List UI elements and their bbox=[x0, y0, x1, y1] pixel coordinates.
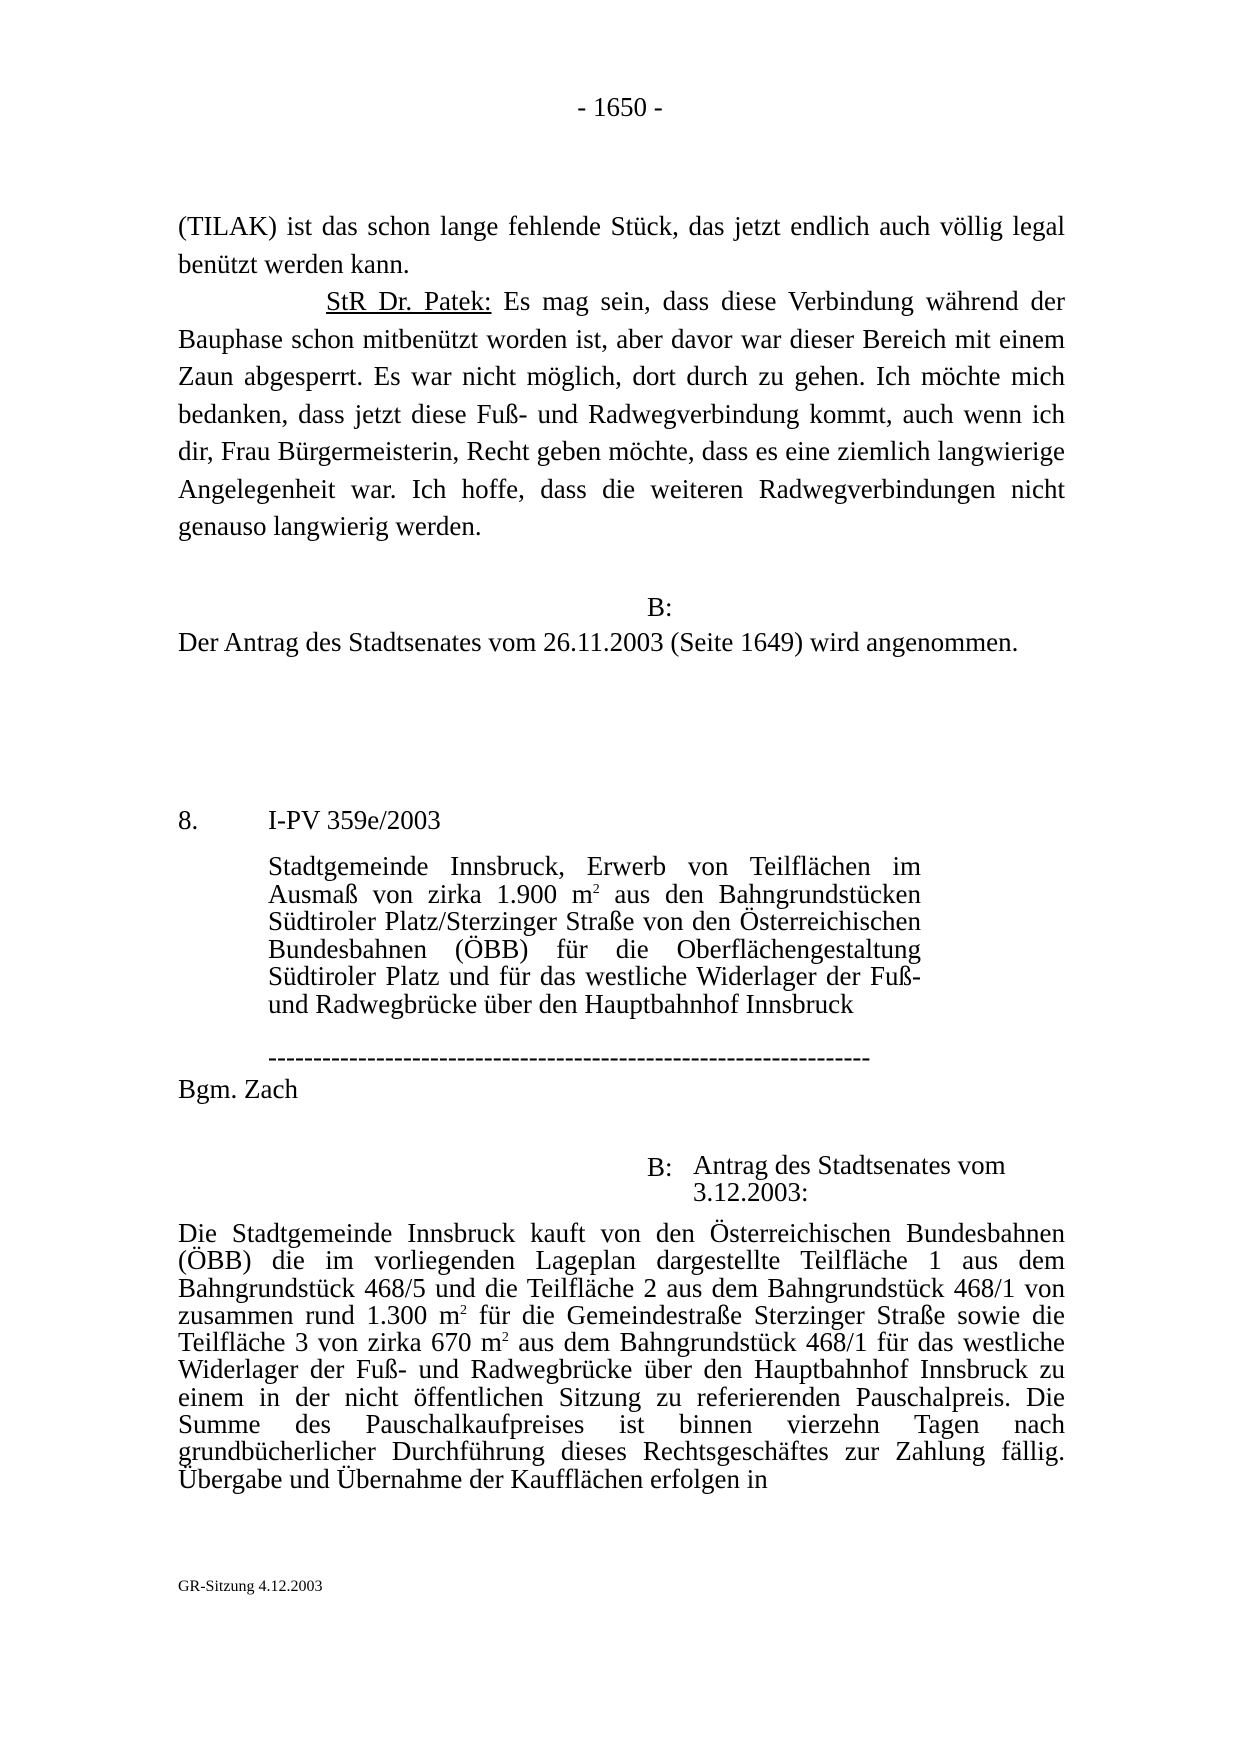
paragraph-tilak: (TILAK) ist das schon lange fehlende Stück, das jetzt endlich auch völlig legal benützt werden kann. bbox=[178, 211, 1065, 279]
motion-body bbox=[178, 1220, 1065, 1493]
separator-dashes: ------------------------------------------------------------------- bbox=[268, 1044, 871, 1071]
agenda-item-description bbox=[268, 853, 921, 1018]
resolution-text: Der Antrag des Stadtsenates vom 26.11.2003 (Seite 1649) wird angenommen. bbox=[178, 627, 1019, 657]
motion-body-part3: aus dem Bahngrundstück 468/1 für das westliche Widerlager der Fuß- und Radwegbrücke über den Hauptbahnhof Innsbruck zu einem in der nicht öffentlichen Sitzung zu referierenden Pauschalpreis. Die Summe des Pauschalkaufpreises ist binnen vierzehn Tagen nach grundbücherlicher Durchführung dieses Rechtsgeschäftes zur Zahlung fällig. Übergabe und Übernahme der Kaufflächen erfolgen in bbox=[178, 1327, 1065, 1494]
speaker-statement: Es mag sein, dass diese Verbindung während der Bauphase schon mitbenützt worden ist, aber davor war dieser Bereich mit einem Zaun abgesperrt. Es war nicht möglich, dort durch zu gehen. Ich möchte mich bedanken, dass jetzt diese Fuß- und Radwegverbindung kommt, auch wenn ich dir, Frau Bürgermeisterin, Recht geben möchte, dass es eine ziemlich langwierige Angelegenheit war. Ich hoffe, dass die weiteren Radwegverbindungen nicht genauso langwierig werden. bbox=[178, 286, 1065, 541]
footer-session: GR-Sitzung 4.12.2003 bbox=[178, 1578, 323, 1595]
paragraph-patek bbox=[178, 283, 1065, 546]
rapporteur: Bgm. Zach bbox=[178, 1074, 298, 1104]
agenda-item-reference: I-PV 359e/2003 bbox=[268, 805, 441, 835]
motion-body-part2: für die Gemeindestraße Sterzinger Straße sowie die Teilfläche 3 von zirka 670 m bbox=[178, 1299, 1065, 1358]
motion-body-sup1: 2 bbox=[459, 1302, 467, 1318]
agenda-desc-part2: aus den Bahngrundstücken Südtiroler Platz/Sterzinger Straße von den Österreichischen Bundesbahnen (ÖBB) für die Oberflächengestaltung Südtiroler Platz und für das westliche Widerlager der Fuß- und Radwegbrücke über den Hauptbahnhof Innsbruck bbox=[268, 878, 922, 1019]
motion-label: B: bbox=[647, 1152, 673, 1182]
agenda-desc-superscript: 2 bbox=[592, 881, 600, 897]
agenda-item-number: 8. bbox=[178, 805, 199, 835]
motion-body-sup2: 2 bbox=[501, 1330, 509, 1346]
speaker-name: StR Dr. Patek: bbox=[326, 286, 492, 316]
motion-title: Antrag des Stadtsenates vom 3.12.2003: bbox=[693, 1150, 1006, 1207]
motion-body-part1: Die Stadtgemeinde Innsbruck kauft von den Österreichischen Bundesbahnen (ÖBB) die im vorliegenden Lageplan dargestellte Teilfläche 1 aus dem Bahngrundstück 468/5 und die Teilfläche 2 aus dem Bahngrundstück 468/1 von zusammen rund 1.300 m bbox=[178, 1218, 1065, 1330]
page-number: - 1650 - bbox=[577, 92, 663, 122]
agenda-desc-part1: Stadtgemeinde Innsbruck, Erwerb von Teilflächen im Ausmaß von zirka 1.900 m bbox=[268, 851, 921, 909]
resolution-label: B: bbox=[647, 592, 673, 622]
